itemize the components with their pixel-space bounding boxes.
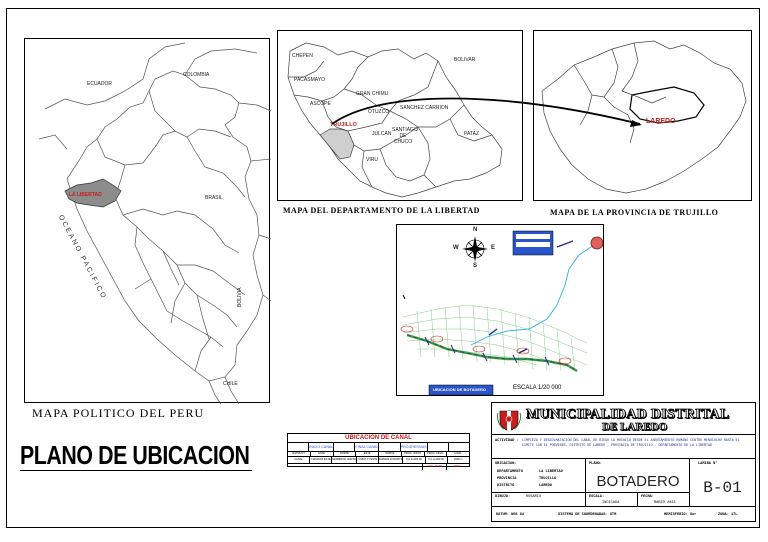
label-brasil: BRASIL	[205, 195, 223, 201]
table-cell: 732548.85 ESTE	[310, 458, 331, 461]
label-oceano-pacifico: OCEANO PACIFICO	[56, 214, 108, 302]
table-cell: 2000 m	[454, 458, 463, 461]
province-map	[533, 30, 752, 201]
department-map	[277, 30, 523, 201]
label-gran-chimu: GRAN CHIMU	[356, 91, 389, 97]
table-cell: ESTE	[311, 452, 334, 456]
location-value: LA LIBERTAD	[539, 470, 563, 474]
lamina-section	[690, 459, 755, 507]
label-sanchez-carrion: SANCHEZ CARRION	[400, 105, 449, 111]
table-cell: NORTE	[379, 452, 402, 456]
table-cell	[355, 464, 377, 470]
compass-e: E	[491, 245, 496, 251]
department-map-drawing	[278, 31, 524, 202]
location-value: LAREDO	[539, 484, 552, 488]
table-cell	[428, 443, 449, 451]
table-cell	[379, 443, 400, 451]
ubicacion-table-title: UBICACION DE CANAL	[288, 434, 469, 443]
location-key: DEPARTAMENTO	[497, 470, 523, 474]
compass-rose-icon	[462, 236, 488, 262]
escala-value: INDICADA	[602, 501, 620, 505]
table-cell	[449, 443, 469, 451]
location-row	[497, 484, 552, 488]
table-cell: FINAL CANAL	[355, 445, 379, 449]
escala-label: ESCALA:	[589, 495, 605, 499]
table-cell: ESTRUCT.	[288, 452, 311, 456]
fecha-value: MARZO 2023	[654, 501, 676, 505]
table-cell: CANAL	[288, 457, 310, 463]
label-pataz: PATAZ	[464, 131, 479, 137]
table-cell: NORTE	[334, 452, 357, 456]
plano-section	[586, 459, 690, 493]
table-cell: PROG. INICIO	[402, 452, 425, 456]
table-cell: ESTE	[356, 452, 379, 456]
title-block	[491, 402, 756, 522]
label-chile: CHILE	[223, 381, 238, 387]
table-cell	[288, 464, 310, 470]
department-map-caption: MAPA DEL DEPARTAMENTO DE LA LIBERTAD	[283, 206, 480, 215]
plano-value: BOTADERO	[596, 473, 680, 490]
canal-map-scale: ESCALA 1/20 000	[513, 385, 562, 391]
dibujo-section	[492, 493, 586, 507]
label-colombia: COLOMBIA	[183, 72, 210, 78]
botadero-location-label: UBICACION DE BOTADERO	[433, 387, 487, 392]
footer-zona: ZONA: 17L	[718, 513, 738, 517]
label-laredo: LAREDO	[646, 118, 676, 125]
label-ascope: ASCOPE	[310, 101, 331, 107]
table-cell: PROG. FINAL	[425, 452, 448, 456]
title-block-header	[492, 403, 755, 435]
location-row	[497, 470, 563, 474]
table-cell: Km 2+000.00	[426, 457, 448, 463]
table-cell	[310, 464, 332, 470]
table-cell	[378, 464, 400, 470]
fecha-section	[638, 493, 690, 507]
table-cell: 2000 m	[453, 465, 463, 468]
table-cell: 9105888.00 NORTE	[332, 458, 356, 461]
lamina-label: LAMINA N°	[698, 462, 718, 466]
label-bolivia: BOLIVIA	[237, 287, 243, 307]
compass-n: N	[473, 227, 478, 233]
label-bolivar: BOLIVAR	[454, 57, 476, 63]
label-region-la-libertad: LA LIBERTAD	[69, 192, 102, 198]
table-cell	[288, 443, 309, 451]
table-cell: 9105423.10 NORTE	[378, 458, 403, 461]
table-cell: 731607.77 ESTE	[357, 458, 378, 461]
title-block-footer	[492, 507, 755, 521]
label-santiago-de-chuco: SANTIAGO DE CHUCO	[392, 127, 418, 145]
ubicacion-canal-table	[287, 433, 470, 467]
label-trujillo: TRUJILLO	[330, 122, 357, 128]
label-chepen: CHEPEN	[292, 53, 313, 59]
label-viru: VIRU	[366, 157, 378, 163]
table-cell: PROGRESIVAS	[400, 445, 427, 449]
province-map-drawing	[534, 31, 753, 202]
location-label: UBICACION:	[495, 462, 517, 466]
dibujo-value: ROSARIO	[526, 495, 542, 499]
table-cell	[334, 443, 355, 451]
province-map-caption: MAPA DE LA PROVINCIA DE TRUJILLO	[550, 208, 719, 217]
compass-s: S	[473, 263, 478, 269]
org-name-line1: MUNICIPALIDAD DISTRITAL	[526, 407, 730, 422]
location-row	[497, 477, 557, 481]
footer-hemisferio: HEMISFERIO: Sur	[664, 513, 697, 517]
table-cell: Km 0+000.00	[403, 457, 425, 463]
location-value: TRUJILLO	[539, 477, 557, 481]
label-ecuador: ECUADOR	[87, 81, 113, 87]
canal-map-drawing	[397, 225, 605, 397]
table-cell	[400, 464, 423, 470]
plan-title: PLANO DE UBICACION	[20, 440, 250, 470]
activity-text: LIMPIEZA Y DESCOLMATACION DEL CANAL DE RIEGO LA MOCHICA DESDE EL ASENTAMIENTO HUMANO CENTRO MENOCUCHO HASTA EL LIMITE CON EL PORVENIR, DISTRITO DE LAREDO - PROVINCIA DE TRUJILLO - DEPARTAMENTO DE LA LIBERTAD	[522, 438, 740, 447]
dibujo-label: DIBUJO:	[495, 495, 511, 499]
location-key: PROVINCIA	[497, 477, 517, 481]
escala-section	[586, 493, 638, 507]
activity-section	[492, 435, 755, 459]
plan-title-underline	[20, 470, 252, 471]
footer-datum: DATUM: WGS 84	[496, 513, 525, 517]
peru-map-caption: MAPA POLITICO DEL PERU	[32, 406, 205, 420]
table-cell: INICIO CANAL	[309, 445, 334, 449]
table-cell: LONG.	[454, 452, 463, 455]
canal-map	[396, 224, 604, 396]
table-cell	[333, 464, 355, 470]
location-key: DISTRITO	[497, 484, 515, 488]
footer-sistema: SISTEMA DE COORDENADAS: UTM	[558, 513, 617, 517]
location-section	[492, 459, 586, 493]
peru-map	[24, 38, 270, 403]
table-row	[288, 464, 469, 470]
table-cell: LONG. TOTAL	[423, 464, 446, 470]
compass-w: W	[453, 245, 459, 251]
label-pacasmayo: PACASMAYO	[294, 77, 325, 83]
fecha-label: FECHA:	[641, 495, 654, 499]
table-row	[288, 457, 469, 464]
label-julcan: JULCAN	[372, 131, 392, 137]
table-row	[288, 443, 469, 452]
plano-label: PLANO:	[589, 462, 602, 466]
lamina-value: B-01	[703, 479, 742, 497]
activity-label: ACTIVIDAD :	[495, 439, 519, 443]
municipal-crest-icon	[498, 407, 520, 431]
label-otuzco: OTUZCO	[368, 109, 390, 115]
org-name-line2: DE LAREDO	[602, 421, 668, 433]
